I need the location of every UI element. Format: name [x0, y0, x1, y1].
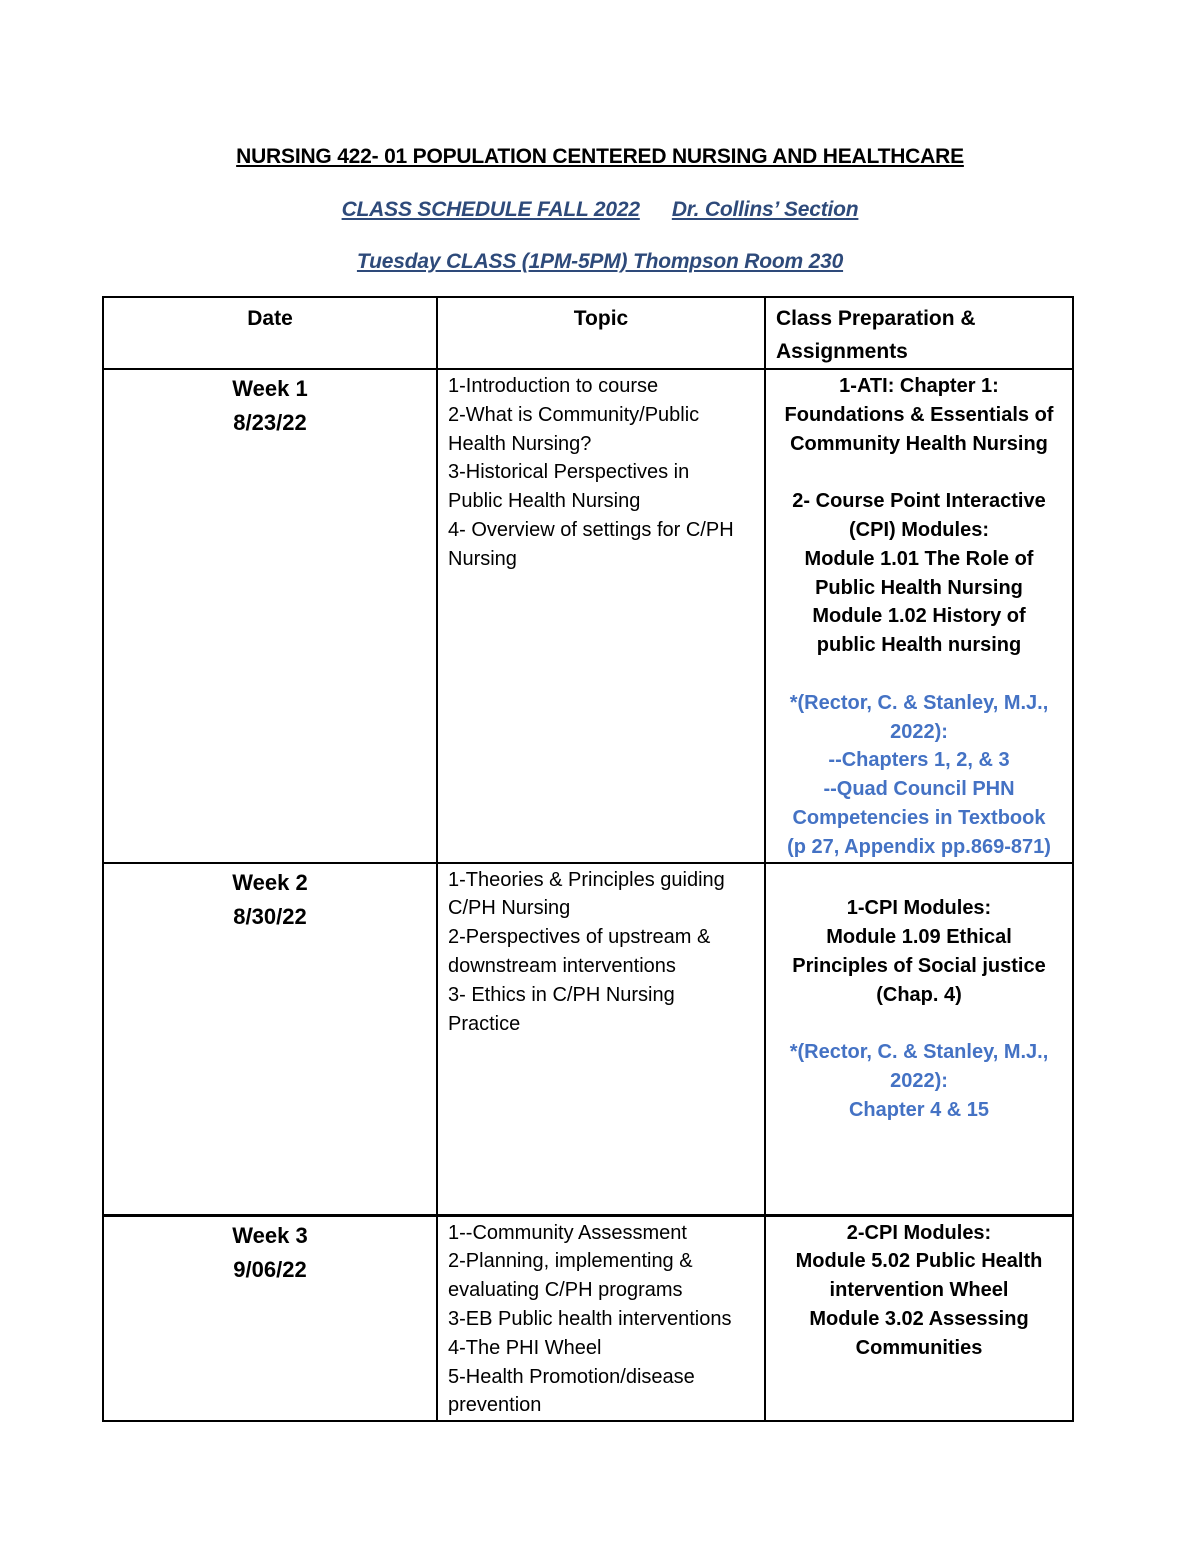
topic-line: 4-The PHI Wheel [448, 1336, 602, 1359]
week-date: 9/06/22 [233, 1256, 307, 1282]
topic-line: 3-EB Public health interventions [448, 1307, 732, 1330]
textbook-reference-line: (p 27, Appendix pp.869-871) [787, 835, 1051, 858]
schedule-table [102, 296, 1074, 1422]
spacer [770, 866, 1068, 895]
spacer [770, 458, 1068, 487]
table-row [103, 1215, 1073, 1421]
topic-line: 2-Perspectives of upstream & [448, 926, 711, 949]
prep-line: Module 1.02 History of [812, 605, 1026, 628]
prep-line: Principles of Social justice [792, 954, 1046, 977]
preparation-cell [765, 863, 1073, 1216]
course-title: NURSING 422- 01 POPULATION CENTERED NURSING AND HEALTHCARE [236, 145, 964, 168]
prep-line: 2-CPI Modules: [846, 1221, 992, 1244]
column-header-preparation [765, 297, 1073, 369]
topic-line: prevention [448, 1394, 542, 1417]
week-label: Week 3 [232, 1222, 308, 1248]
prep-line: Module 1.09 Ethical [826, 926, 1012, 949]
column-header-date: Date [103, 297, 437, 369]
prep-line: Public Health Nursing [815, 576, 1023, 599]
prep-line: 2- Course Point Interactive [792, 490, 1046, 513]
topic-line: evaluating C/PH programs [448, 1279, 683, 1302]
week-label: Week 1 [232, 376, 308, 401]
topic-line: 4- Overview of settings for C/PH [448, 518, 734, 541]
date-cell [103, 369, 437, 863]
prep-line: intervention Wheel [829, 1279, 1009, 1302]
schedule-subtitle [0, 198, 1200, 222]
textbook-reference-line: 2022): [890, 720, 948, 743]
column-header-preparation-line: Assignments [776, 340, 908, 363]
prep-line: Module 1.01 The Role of [804, 547, 1034, 570]
topic-line: C/PH Nursing [448, 897, 571, 920]
prep-line: Community Health Nursing [790, 432, 1048, 455]
textbook-reference-line: 2022): [890, 1070, 948, 1093]
table-row [103, 369, 1073, 863]
prep-line: 1-CPI Modules: [846, 897, 992, 920]
table-header-row [103, 297, 1073, 369]
prep-line: Foundations & Essentials of [784, 403, 1054, 426]
topic-line: 1-Introduction to course [448, 375, 659, 397]
topic-line: downstream interventions [448, 954, 676, 977]
spacer [770, 1010, 1068, 1039]
prep-line: Communities [855, 1336, 983, 1359]
column-header-preparation-line: Class Preparation & [776, 307, 976, 330]
week-label: Week 2 [232, 869, 308, 895]
table-row [103, 863, 1073, 1216]
date-cell [103, 1215, 437, 1421]
topic-line: 2-What is Community/Public [448, 403, 700, 426]
topic-line: Health Nursing? [448, 432, 592, 455]
prep-line: Module 5.02 Public Health [795, 1250, 1043, 1273]
week-date: 8/30/22 [233, 903, 307, 929]
textbook-reference-line: --Chapters 1, 2, & 3 [828, 749, 1010, 772]
topic-line: 2-Planning, implementing & [448, 1250, 693, 1273]
textbook-reference-line: *(Rector, C. & Stanley, M.J., [789, 1041, 1049, 1064]
topic-cell [437, 369, 765, 863]
date-cell [103, 863, 437, 1216]
prep-line: (CPI) Modules: [849, 518, 989, 541]
column-header-topic: Topic [437, 297, 765, 369]
topic-line: 3- Ethics in C/PH Nursing [448, 983, 675, 1006]
preparation-cell [765, 369, 1073, 863]
preparation-cell [765, 1215, 1073, 1421]
topic-line: 1-Theories & Principles guiding [448, 868, 725, 891]
textbook-reference-line: *(Rector, C. & Stanley, M.J., [789, 691, 1049, 714]
topic-line: 3-Historical Perspectives in [448, 461, 690, 484]
prep-line: 1-ATI: Chapter 1: [839, 375, 999, 397]
textbook-reference-line: Chapter 4 & 15 [848, 1098, 990, 1121]
topic-line: Nursing [448, 547, 517, 570]
topic-cell [437, 1215, 765, 1421]
spacer [770, 660, 1068, 689]
topic-line: 1--Community Assessment [448, 1221, 687, 1244]
class-info: Tuesday CLASS (1PM-5PM) Thompson Room 230 [356, 250, 844, 273]
prep-line: (Chap. 4) [876, 983, 962, 1006]
topic-line: Practice [448, 1012, 521, 1035]
section-name: Dr. Collins’ Section [671, 198, 859, 221]
schedule-term: CLASS SCHEDULE FALL 2022 [341, 198, 640, 221]
prep-line: public Health nursing [816, 634, 1022, 657]
textbook-reference-line: --Quad Council PHN [823, 778, 1015, 801]
textbook-reference-line: Competencies in Textbook [792, 806, 1046, 829]
week-date: 8/23/22 [233, 410, 307, 435]
prep-line: Module 3.02 Assessing [809, 1307, 1029, 1330]
topic-cell [437, 863, 765, 1216]
topic-line: 5-Health Promotion/disease [448, 1365, 695, 1388]
topic-line: Public Health Nursing [448, 490, 641, 513]
